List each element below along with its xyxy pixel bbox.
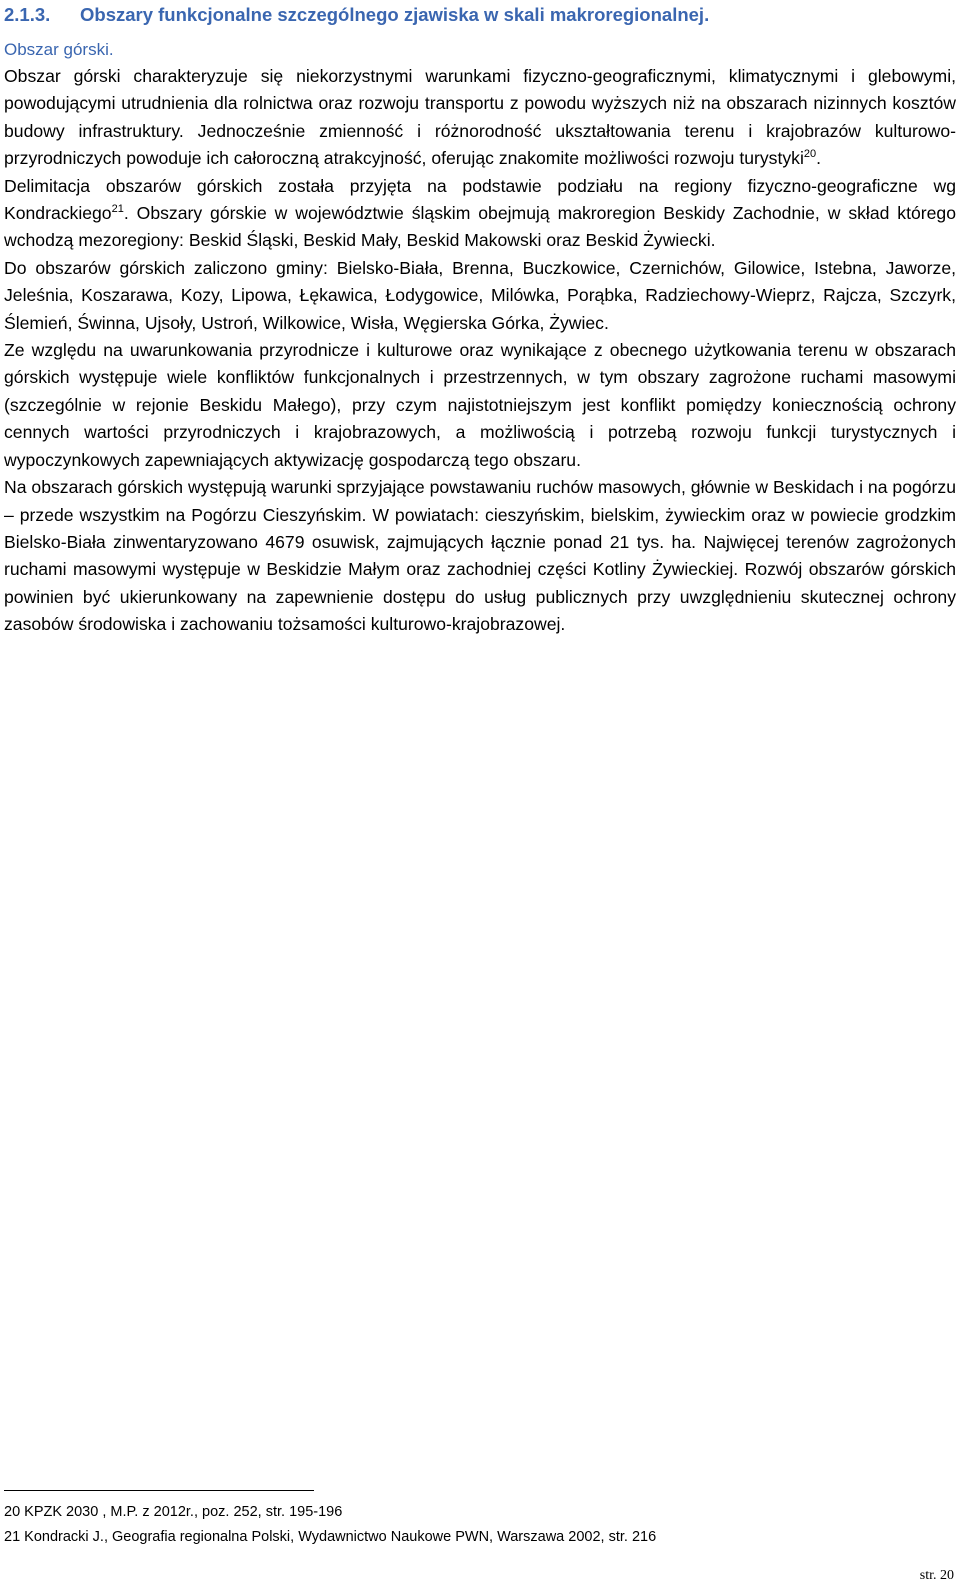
footnotes: [4, 1500, 656, 1550]
footnote-separator: [4, 1490, 314, 1491]
footnote-21: 21 Kondracki J., Geografia regionalna Polski, Wydawnictwo Naukowe PWN, Warszawa 2002, str. 216: [4, 1529, 657, 1545]
footnote-ref-20[interactable]: 20: [803, 148, 817, 161]
section-number: 2.1.3.: [4, 4, 51, 25]
paragraph-4: Ze względu na uwarunkowania przyrodnicze i kulturowe oraz wynikające z obecnego użytkowania terenu w obszarach górskich występuje wiele konfliktów funkcjonalnych i przestrzennych, w tym obszary zagrożone ruchami masowymi (szczególnie w rejonie Beskidu Małego), przy czym najistotniejszym jest konflikt pomiędzy koniecznością ochrony cennych wartości przyrodniczych i krajobrazowych, a możliwością i potrzebą rozwoju funkcji turystycznych i wypoczynkowych zapewniających aktywizację gospodarczą tego obszaru.: [4, 340, 956, 470]
section-heading: [4, 4, 709, 26]
paragraph-1: Obszar górski charakteryzuje się niekorzystnymi warunkami fizyczno-geograficznymi, klimatycznymi i glebowymi, powodującymi utrudnienia dla rolnictwa oraz rozwoju transportu z powodu wyższych niż na obszarach nizinnych kosztów budowy infrastruktury. Jednocześnie zmienność i różnorodność ukształtowania terenu i krajobrazów kulturowo-przyrodniczych powoduje ich całoroczną atrakcyjność, oferując znakomite możliwości rozwoju turystyki$^{20}$.: [4, 66, 956, 169]
subsection-title: Obszar górski.: [4, 40, 114, 59]
footnote-ref-21[interactable]: 21: [111, 203, 124, 216]
paragraph-3: Do obszarów górskich zaliczono gminy: Bielsko-Biała, Brenna, Buczkowice, Czernichów, Gilowice, Istebna, Jaworze, Jeleśnia, Koszarawa, Kozy, Lipowa, Łękawica, Łodygowice, Milówka, Porąbka, Radziechowy-Wieprz, Rajcza, Szczyrk, Ślemień, Świnna, Ujsoły, Ustroń, Wilkowice, Wisła, Węgierska Górka, Żywiec.: [4, 257, 956, 333]
page-number: str. 20: [919, 1568, 954, 1583]
paragraph-2: Delimitacja obszarów górskich została przyjęta na podstawie podziału na regiony fizyczno-geograficzne wg Kondrackiego$^{21}$. Obszary górskie w województwie śląskim obejmują makroregion Beskidy Zachodnie, w skład którego wchodzą mezoregiony: Beskid Śląski, Beskid Mały, Beskid Makowski oraz Beskid Żywiecki.: [4, 175, 956, 251]
section-title: Obszary funkcjonalne szczególnego zjawiska w skali makroregionalnej.: [80, 4, 710, 25]
body-text: [4, 63, 956, 639]
footnote-20: 20 KPZK 2030 , M.P. z 2012r., poz. 252, str. 195-196: [4, 1504, 343, 1520]
paragraph-5: Na obszarach górskich występują warunki sprzyjające powstawaniu ruchów masowych, głównie w Beskidach i na pogórzu – przede wszystkim na Pogórzu Cieszyńskim. W powiatach: cieszyńskim, bielskim, żywieckim oraz w powiecie grodzkim Bielsko-Biała zinwentaryzowano 4679 osuwisk, zajmujących łącznie ponad 21 tys. ha. Najwięcej terenów zagrożonych ruchami masowymi występuje w Beskidzie Małym oraz zachodniej części Kotliny Żywieckiej. Rozwój obszarów górskich powinien być ukierunkowany na zapewnienie dostępu do usług publicznych przy uwzględnieniu skutecznej ochrony zasobów środowiska i zachowaniu tożsamości kulturowo-krajobrazowej.: [4, 477, 956, 635]
